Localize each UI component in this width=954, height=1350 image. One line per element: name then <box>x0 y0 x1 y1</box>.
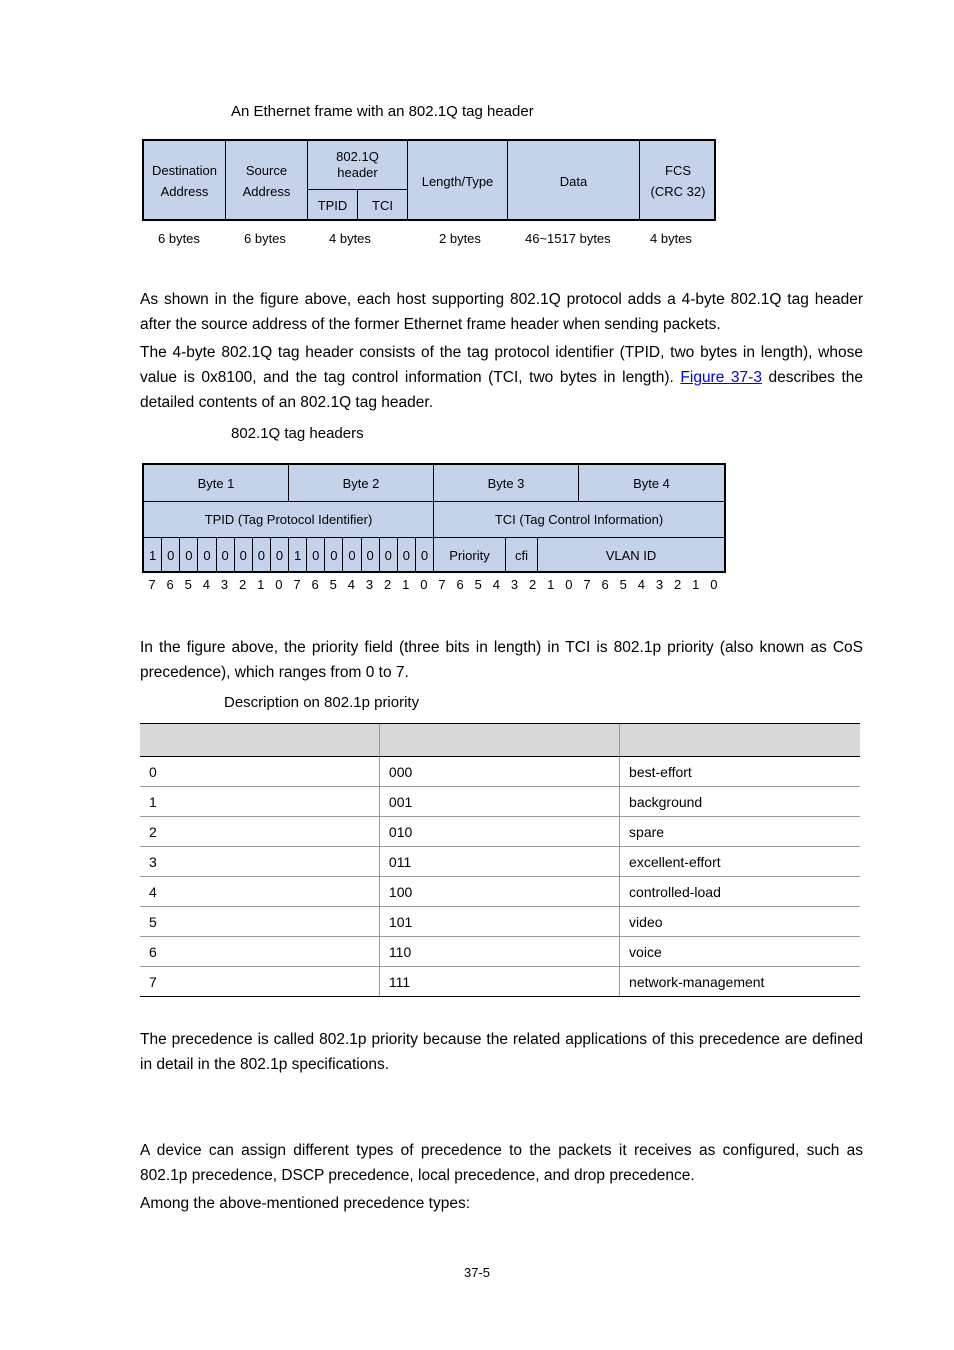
tpid-bit: 0 <box>362 538 380 573</box>
tci-label: TCI (Tag Control Information) <box>494 512 664 527</box>
paragraph-text: As shown in the figure above, each host supporting 802.1Q protocol adds a 4-byte 802.1Q tag header after the source address of the former Ethernet frame header when sending packets. <box>140 291 863 333</box>
bit-number: 1 <box>402 577 410 592</box>
table-cell: 0 <box>140 757 379 787</box>
table-row <box>140 787 860 817</box>
table-cell: 6 <box>140 937 379 967</box>
vlan-id-field: VLAN ID <box>605 548 657 563</box>
byte-label: Byte 4 <box>633 475 670 491</box>
frame-field-data: Data <box>508 141 640 221</box>
tpid-bit: 0 <box>235 538 253 573</box>
frame-field-length-type: Length/Type <box>408 141 508 221</box>
tpid-label: TPID (Tag Protocol Identifier) <box>144 502 434 537</box>
bit-number: 6 <box>166 577 174 592</box>
bit-number: 6 <box>601 577 609 592</box>
body-paragraph: A device can assign different types of precedence to the packets it receives as configured, such as 802.1p precedence, DSCP precedence, local precedence, and drop precedence. <box>140 1142 863 1184</box>
priority-field: Priority <box>434 538 506 573</box>
bit-number: 4 <box>637 577 645 592</box>
tpid-bit: 0 <box>198 538 216 573</box>
bit-number: 3 <box>365 577 374 592</box>
table-cell: controlled-load <box>620 877 860 907</box>
bit-number: 4 <box>347 577 355 592</box>
frame-subfield-tci: TCI <box>358 189 408 221</box>
table-row <box>140 817 860 847</box>
size-label: 2 bytes <box>439 231 481 246</box>
tpid-bit: 0 <box>271 538 289 573</box>
bit-number: 7 <box>583 577 591 592</box>
cfi-field: cfi <box>506 538 538 573</box>
table-caption: Description on 802.1p priority <box>224 694 420 711</box>
ethernet-frame-diagram <box>142 139 716 221</box>
table-row <box>140 847 860 877</box>
figure-link[interactable]: Figure 37-3 <box>680 369 762 386</box>
bit-number: 0 <box>275 577 283 592</box>
body-paragraph: Among the above-mentioned precedence types: <box>140 1195 471 1212</box>
bit-number: 3 <box>220 577 229 592</box>
table-row <box>140 877 860 907</box>
tpid-bit: 0 <box>380 538 398 573</box>
bit-number: 1 <box>692 577 700 592</box>
bit-number: 5 <box>474 577 482 592</box>
table-cell: spare <box>620 817 860 847</box>
table-row <box>140 757 860 787</box>
size-label: 4 bytes <box>650 231 692 246</box>
table-cell: 4 <box>140 877 379 907</box>
tpid-bit: 1 <box>144 538 162 573</box>
bit-number: 1 <box>257 577 265 592</box>
bit-number: 0 <box>710 577 718 592</box>
priority-table <box>140 723 860 997</box>
bit-number: 5 <box>619 577 627 592</box>
body-paragraph: The precedence is called 802.1p priority because the related applications of this precedence are defined in detail in the 802.1p specifications. <box>140 1031 863 1073</box>
body-paragraph <box>140 287 863 415</box>
size-label: 6 bytes <box>244 231 286 246</box>
table-cell: 111 <box>379 967 619 997</box>
bit-number: 7 <box>293 577 301 592</box>
tpid-bit: 0 <box>253 538 271 573</box>
bit-number: 5 <box>184 577 192 592</box>
byte-label: Byte 1 <box>144 465 289 501</box>
table-cell: 101 <box>379 907 619 937</box>
size-label: 46~1517 bytes <box>525 231 611 246</box>
byte-label: Byte 2 <box>289 465 434 501</box>
bit-number: 5 <box>329 577 337 592</box>
frame-field-fcs: FCS (CRC 32) <box>650 163 706 199</box>
bit-number: 2 <box>674 577 682 592</box>
bit-number: 4 <box>202 577 210 592</box>
frame-field-8021q: 802.1Q header <box>308 141 408 189</box>
size-label: 4 bytes <box>329 231 371 246</box>
table-cell: 011 <box>379 847 619 877</box>
table-cell: 001 <box>379 787 619 817</box>
bit-number: 3 <box>510 577 519 592</box>
frame-field-destination: Destination Address <box>144 141 226 221</box>
bit-number: 0 <box>420 577 428 592</box>
table-cell: video <box>620 907 860 937</box>
bit-number: 4 <box>492 577 500 592</box>
tpid-bit: 1 <box>289 538 307 573</box>
tpid-bit: 0 <box>416 538 434 573</box>
bit-number: 6 <box>456 577 464 592</box>
table-header-cell <box>140 724 379 757</box>
body-paragraph: In the figure above, the priority field (three bits in length) in TCI is 802.1p priority (also known as CoS precedence), which ranges from 0 to 7. <box>140 639 863 681</box>
bit-row <box>144 538 724 573</box>
table-cell: best-effort <box>620 757 860 787</box>
table-cell: 5 <box>140 907 379 937</box>
bit-number: 3 <box>655 577 664 592</box>
bit-number: 7 <box>148 577 156 592</box>
tpid-bit: 0 <box>343 538 361 573</box>
tpid-bit: 0 <box>398 538 416 573</box>
frame-subfield-tpid: TPID <box>308 189 358 221</box>
bit-number: 2 <box>239 577 247 592</box>
table-cell: 2 <box>140 817 379 847</box>
table-cell: 3 <box>140 847 379 877</box>
tpid-bit: 0 <box>307 538 325 573</box>
table-cell: 1 <box>140 787 379 817</box>
table-cell: 010 <box>379 817 619 847</box>
bit-number: 2 <box>529 577 537 592</box>
table-cell: background <box>620 787 860 817</box>
table-cell: 000 <box>379 757 619 787</box>
bit-number: 2 <box>384 577 392 592</box>
size-label: 6 bytes <box>158 231 200 246</box>
table-row <box>140 937 860 967</box>
figure2-caption: 802.1Q tag headers <box>231 425 364 442</box>
tpid-bit: 0 <box>325 538 343 573</box>
bit-number: 1 <box>547 577 555 592</box>
page-number: 37-5 <box>463 1265 491 1280</box>
table-row <box>140 967 860 997</box>
table-header-cell <box>379 724 619 757</box>
bit-number: 7 <box>438 577 446 592</box>
tag-header-diagram <box>142 463 726 573</box>
table-cell: 7 <box>140 967 379 997</box>
table-row <box>140 907 860 937</box>
figure1-caption: An Ethernet frame with an 802.1Q tag header <box>231 103 534 120</box>
byte-label: Byte 3 <box>434 465 579 501</box>
table-cell: excellent-effort <box>620 847 860 877</box>
bit-number: 0 <box>565 577 573 592</box>
tpid-bit: 0 <box>180 538 198 573</box>
bit-number: 6 <box>311 577 319 592</box>
paragraph-text: The 4-byte 802.1Q tag header consists of the tag protocol identifier (TPID, two bytes in length), whose value is 0x8100, and the tag control information (TCI, two bytes in length). Figure 37-3 describes the detailed contents of an 802.1Q tag header. <box>140 344 863 411</box>
tpid-bit: 0 <box>162 538 180 573</box>
table-cell: voice <box>620 937 860 967</box>
tpid-bit: 0 <box>217 538 235 573</box>
table-cell: 100 <box>379 877 619 907</box>
frame-field-source: Source Address <box>226 141 308 221</box>
table-cell: 110 <box>379 937 619 967</box>
table-header-cell <box>620 724 860 757</box>
table-cell: network-management <box>620 967 860 997</box>
table-header-row <box>140 724 860 757</box>
